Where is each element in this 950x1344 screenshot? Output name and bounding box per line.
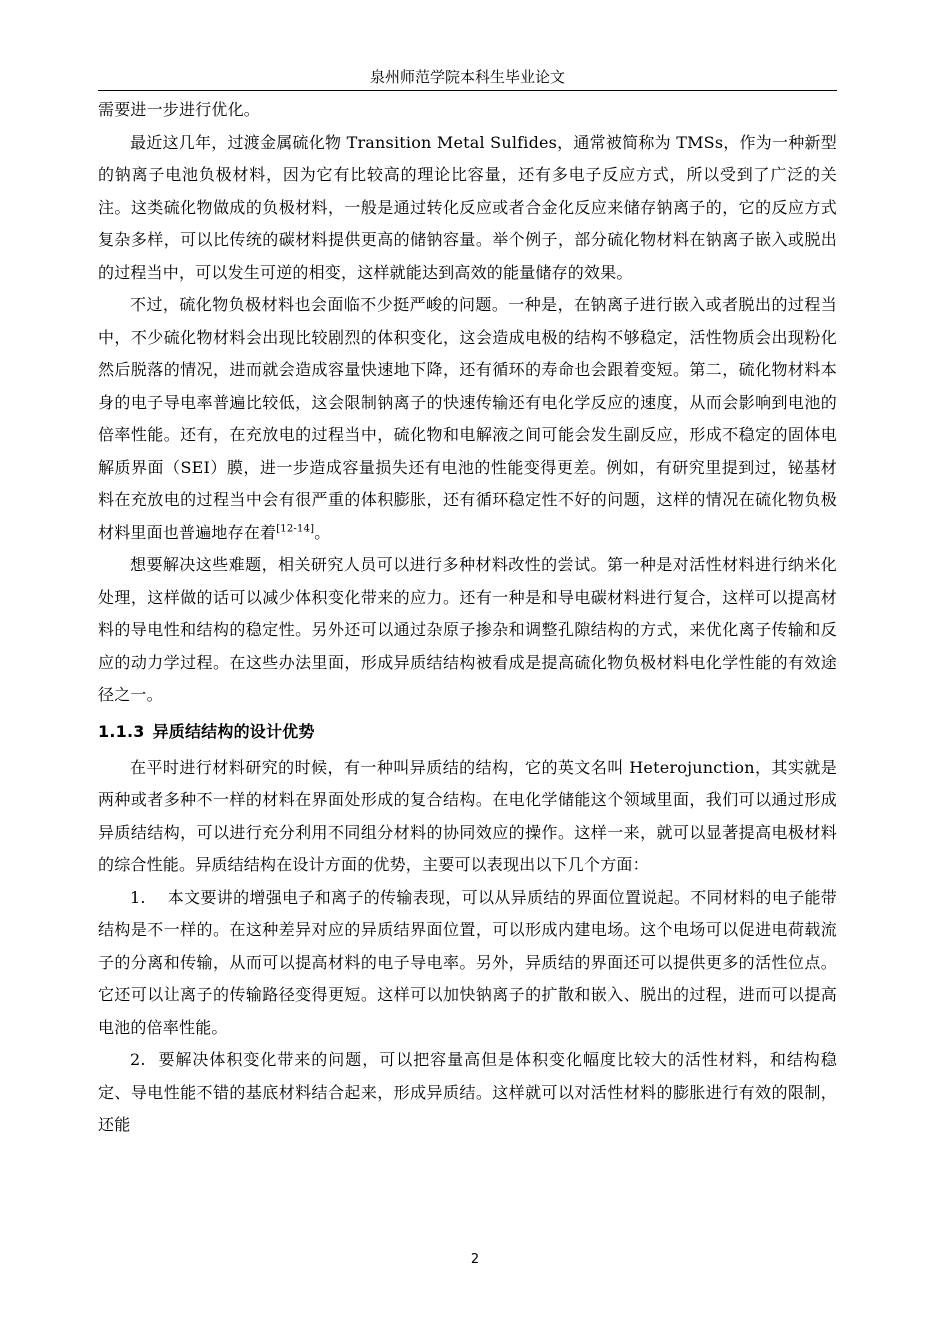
paragraph-heterojunction-intro: 在平时进行材料研究的时候，有一种叫异质结的结构，它的英文名叫 Heterojunction，其实就是两种或者多种不一样的材料在界面处形成的复合结构。在电化学储能这个领域里面，我们可以通过形成异质结结构，可以进行充分利用不同组分材料的协同效应的操作。这样一来，就可以显著提高电极材料的综合性能。异质结结构在设计方面的优势，主要可以表现出以下几个方面： [98,757,837,874]
running-header: 泉州师范学院本科生毕业论文 [369,68,565,86]
section-heading [98,714,837,750]
list-text: 本文要讲的增强电子和离子的传输表现，可以从异质结的界面位置说起。不同材料的电子能带结构是不一样的。在这种差异对应的异质结界面位置，可以形成内建电场。这个电场可以促进电荷载流子的分离和传输，从而可以提高材料的电子导电率。另外，异质结的界面还可以提供更多的活性位点。它还可以让离子的传输路径变得更短。这样可以加快钠离子的扩散和嵌入、脱出的过程，进而可以提高电池的倍率性能。 [98,887,837,1037]
list-number: 2. [130,1050,146,1069]
section-number: 1.1.3 [98,721,145,741]
paragraph-end: 。 [314,522,331,542]
paragraph-tms-intro: 最近这几年，过渡金属硫化物 Transition Metal Sulfides，通常被简称为 TMSs，作为一种新型的钠离子电池负极材料，因为它有比较高的理论比容量，还有多电子反应方式，所以受到了广泛的关注。这类硫化物做成的负极材料，一般是通过转化反应或者合金化反应来储存钠离子的，它的反应方式复杂多样，可以比传统的碳材料提供更高的储钠容量。举个例子，部分硫化物材料在钠离子嵌入或脱出的过程当中，可以发生可逆的相变，这样就能达到高效的能量储存的效果。 [98,132,837,282]
header-rule [98,90,837,91]
list-number: 1. [130,887,146,907]
list-item-2 [98,1044,837,1142]
paragraph-solutions: 想要解决这些难题，相关研究人员可以进行多种材料改性的尝试。第一种是对活性材料进行纳米化处理，这样做的话可以减少体积变化带来的应力。还有一种是和导电碳材料进行复合，这样可以提高材料的导电性和结构的稳定性。另外还可以通过杂原子掺杂和调整孔隙结构的方式，来优化离子传输和反应的动力学过程。在这些办法里面，形成异质结结构被看成是提高硫化物负极材料电化学性能的有效途径之一。 [98,555,837,704]
page-number: 2 [470,1252,480,1267]
paragraph-sulfide-problems [98,289,837,549]
citation: [12-14] [276,523,315,535]
document-body [98,94,837,1142]
paragraph-text: 不过，硫化物负极材料也会面临不少挺严峻的问题。一种是，在钠离子进行嵌入或者脱出的过程当中，不少硫化物材料会出现比较剧烈的体积变化，这会造成电极的结构不够稳定，活性物质会出现粉化然后脱落的情况，进而就会造成容量快速地下降，还有循环的寿命也会跟着变短。第二，硫化物材料本身的电子导电率普遍比较低，这会限制钠离子的快速传输还有电化学反应的速度，从而会影响到电池的倍率性能。还有，在充放电的过程当中，硫化物和电解液之间可能会发生副反应，形成不稳定的固体电解质界面（SEI）膜，进一步造成容量损失还有电池的性能变得更差。例如，有研究里提到过，铋基材料在充放电的过程当中会有很严重的体积膨胀，还有循环稳定性不好的问题，这样的情况在硫化物负极材料里面也普遍地存在着 [98,295,837,542]
list-item-1 [98,882,837,1045]
paragraph-continuation: 需要进一步进行优化。 [98,100,261,119]
section-title: 异质结结构的设计优势 [152,721,315,741]
list-text: 要解决体积变化带来的问题，可以把容量高但是体积变化幅度比较大的活性材料，和结构稳定、导电性能不错的基底材料结合起来，形成异质结。这样就可以对活性材料的膨胀进行有效的限制，还能 [98,1050,837,1134]
